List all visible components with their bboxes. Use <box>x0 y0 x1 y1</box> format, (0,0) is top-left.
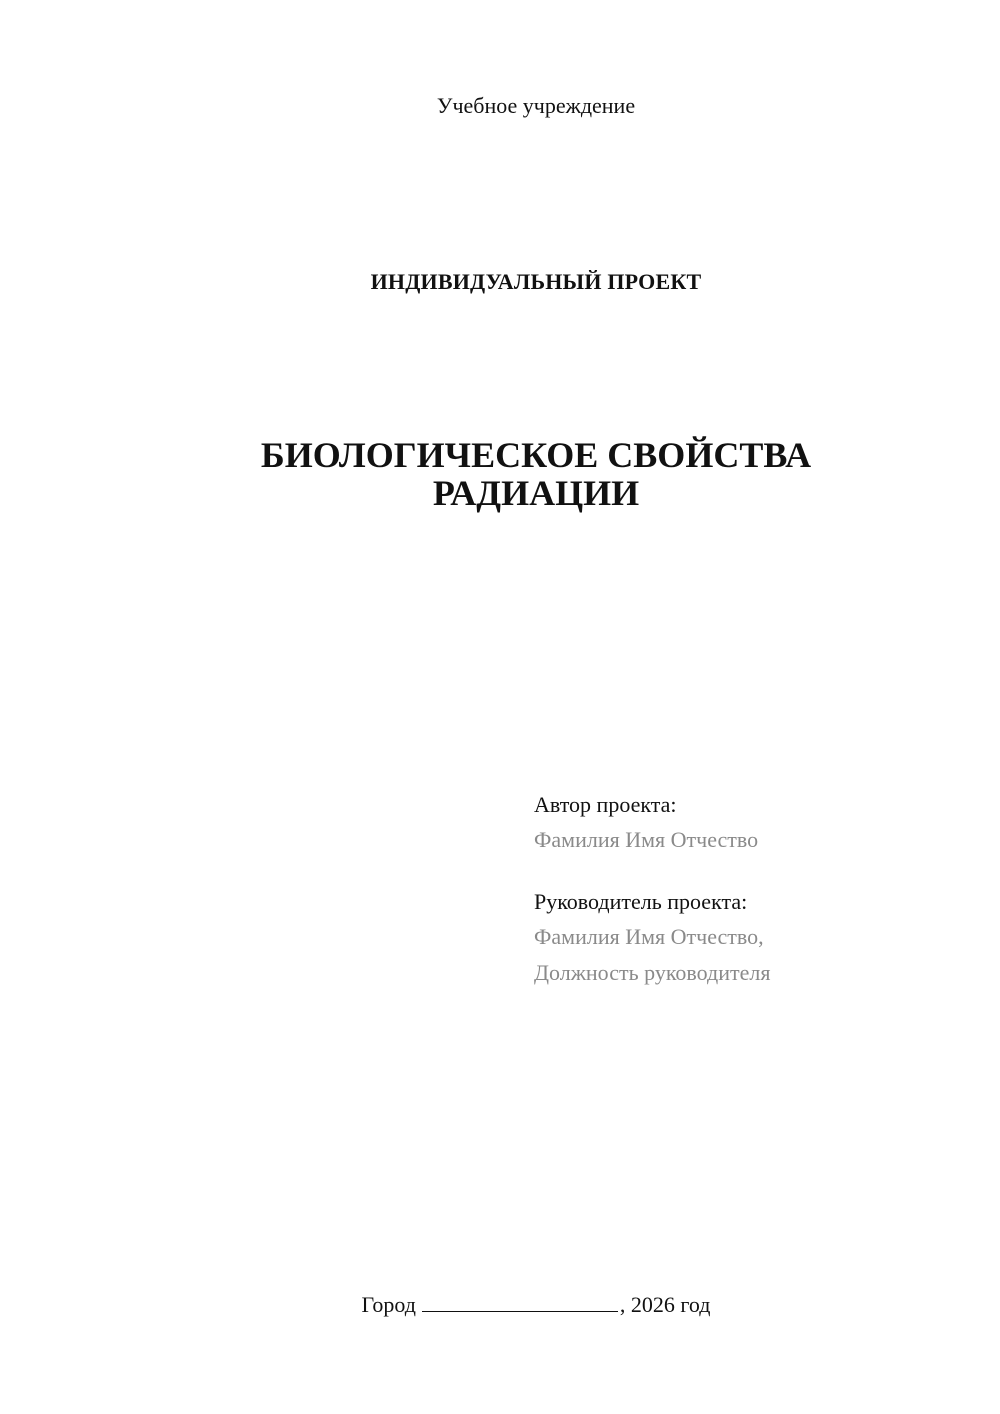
project-title-line-2: РАДИАЦИИ <box>432 473 640 513</box>
year-text: , 2026 год <box>619 1292 711 1317</box>
author-name-placeholder: Фамилия Имя Отчество <box>534 827 759 852</box>
info-spacer <box>534 858 974 885</box>
city-label: Город <box>361 1292 416 1317</box>
supervisor-label: Руководитель проекта: <box>534 889 748 914</box>
institution-name: Учебное учреждение <box>436 93 636 118</box>
city-year-line <box>0 1290 1000 1320</box>
project-info-block <box>534 788 974 991</box>
author-label: Автор проекта: <box>534 792 677 817</box>
supervisor-position-placeholder: Должность руководителя <box>534 960 771 985</box>
document-type: ИНДИВИДУАЛЬНЫЙ ПРОЕКТ <box>370 269 702 294</box>
supervisor-name-placeholder: Фамилия Имя Отчество, <box>534 924 764 949</box>
project-title <box>0 436 1000 512</box>
project-title-line-1: БИОЛОГИЧЕСКОЕ СВОЙСТВА <box>260 435 812 475</box>
city-blank-line <box>422 1291 618 1312</box>
